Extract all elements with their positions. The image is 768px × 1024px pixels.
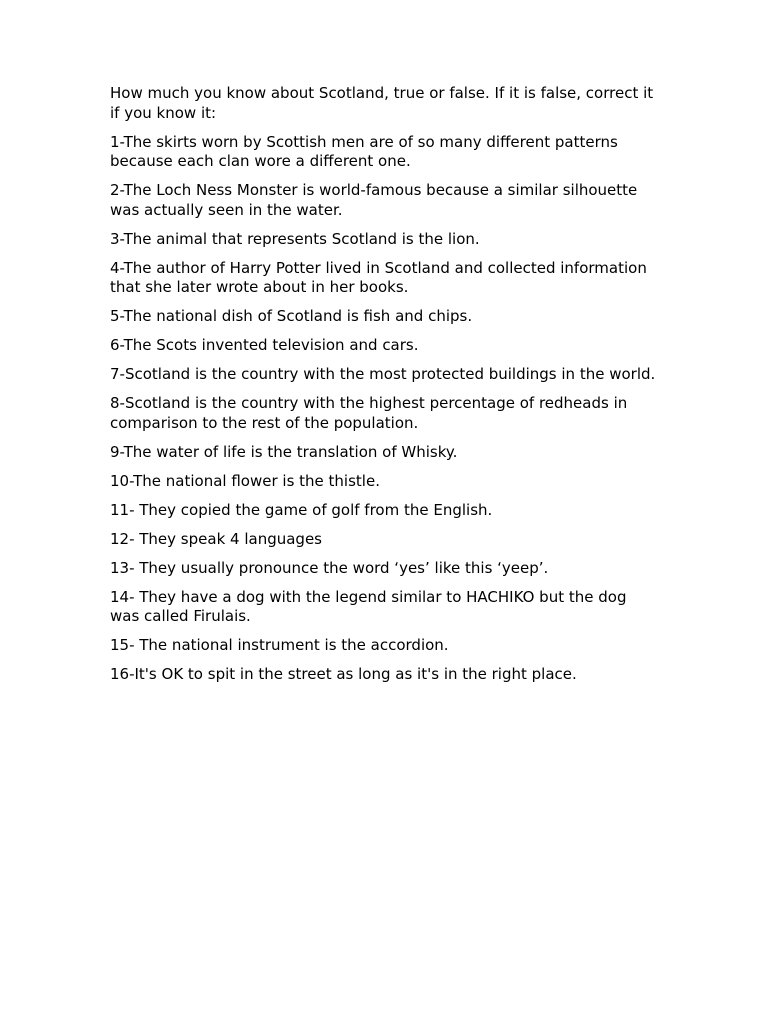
statement-6: 6-The Scots invented television and cars. <box>110 336 419 354</box>
statement-8: 8-Scotland is the country with the highest percentage of redheads in comparison to the rest of the population. <box>110 394 628 432</box>
statement-2: 2-The Loch Ness Monster is world-famous because a similar silhouette was actually seen in the water. <box>110 181 638 219</box>
statement-11: 11- They copied the game of golf from the English. <box>110 500 493 519</box>
statement-9: 9-The water of life is the translation of Whisky. <box>110 442 458 461</box>
statement-14: 14- They have a dog with the legend similar to HACHIKO but the dog was called Firulais. <box>110 587 627 625</box>
statement-15: 15- The national instrument is the accordion. <box>110 636 449 654</box>
statement-4: 4-The author of Harry Potter lived in Scotland and collected information that she later wrote about in her books. <box>110 258 647 296</box>
document-body <box>110 84 660 694</box>
statement-13: 13- They usually pronounce the word ‘yes’ like this ‘yeep’. <box>110 558 549 577</box>
intro-text: How much you know about Scotland, true or false. If it is false, correct it if you know it: <box>110 84 654 122</box>
statement-5: 5-The national dish of Scotland is fish and chips. <box>110 307 473 325</box>
statement-1: 1-The skirts worn by Scottish men are of so many different patterns because each clan wore a different one. <box>110 132 618 170</box>
statement-12: 12- They speak 4 languages <box>110 529 322 548</box>
statement-10: 10-The national flower is the thistle. <box>110 471 380 490</box>
statement-16: 16-It's OK to spit in the street as long as it's in the right place. <box>110 665 577 683</box>
statement-7: 7-Scotland is the country with the most protected buildings in the world. <box>110 365 656 383</box>
statement-3: 3-The animal that represents Scotland is the lion. <box>110 229 480 248</box>
